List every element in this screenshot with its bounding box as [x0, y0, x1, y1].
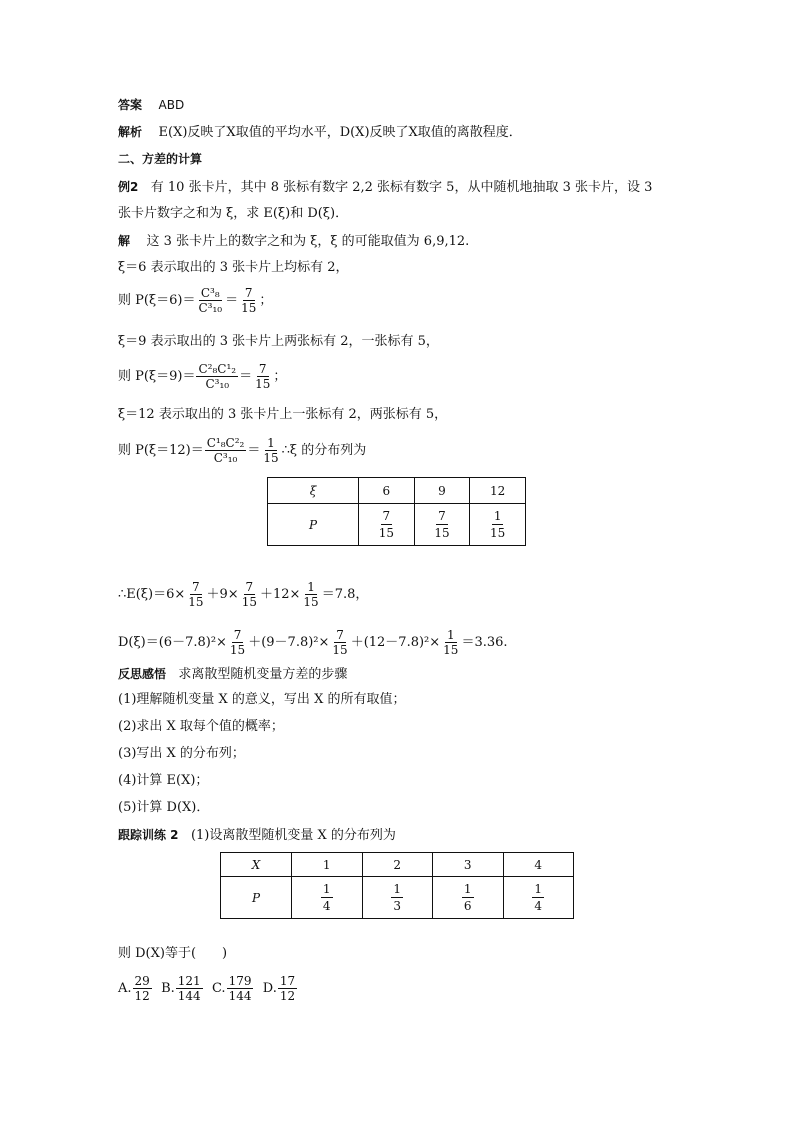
table-row — [268, 504, 526, 546]
case9-rden: 15 — [255, 377, 271, 391]
table-cell — [414, 504, 470, 546]
case9-result — [253, 362, 272, 391]
section-title: 二、方差的计算 — [118, 152, 203, 166]
case12-prob — [118, 436, 366, 465]
case12-desc: ξ＝12 表示取出的 3 张卡片上一张标有 2，两张标有 5， — [118, 407, 448, 422]
reflection-step: (4)计算 E(X)； — [118, 773, 209, 788]
frac-den: 15 — [490, 526, 506, 540]
example-text-1: 有 10 张卡片，其中 8 张标有数字 2,2 张标有数字 5，从中随机地抽取 3 张卡片，设 3 — [150, 180, 653, 195]
frac-num: 7 — [438, 509, 446, 523]
case12-frac — [205, 436, 247, 465]
frac-den: 15 — [229, 643, 246, 657]
case6-eq: ＝ — [225, 293, 239, 308]
fraction — [391, 881, 403, 914]
option-letter: D. — [262, 981, 277, 996]
var-frac-3 — [441, 628, 460, 657]
case6-tail: ； — [259, 293, 273, 308]
question-line: 则 D(X)等于( ) — [118, 946, 228, 961]
fraction — [377, 508, 396, 541]
distribution-table-xi — [267, 477, 526, 546]
analysis-label: 解析 — [118, 125, 143, 139]
option-letter: A. — [118, 981, 132, 996]
analysis-line — [118, 123, 522, 142]
frac-den: 4 — [322, 899, 331, 913]
exp-frac-3 — [301, 580, 320, 609]
frac-num: 7 — [233, 628, 242, 642]
expectation-line — [118, 580, 368, 609]
frac-num: 1 — [393, 882, 402, 896]
frac-num: 7 — [192, 580, 200, 594]
table-cell: 2 — [362, 853, 433, 877]
table-cell: P — [221, 877, 292, 919]
var-lead: D(ξ)＝(6－7.8)²× — [118, 635, 227, 650]
option-letter: C. — [211, 981, 226, 996]
exp-lead: ∴E(ξ)＝6× — [118, 587, 186, 602]
frac-num: 179 — [228, 974, 252, 988]
answer-line — [118, 96, 184, 115]
option-frac — [176, 974, 203, 1003]
var-mid-1: ＋(9－7.8)²× — [248, 635, 330, 650]
frac-num: 1 — [463, 882, 472, 896]
table-cell: X — [221, 853, 292, 877]
frac-num: 1 — [493, 509, 502, 523]
options-line — [118, 974, 298, 1003]
table-cell — [359, 504, 415, 546]
fraction — [432, 508, 451, 541]
training-line — [118, 826, 396, 845]
case9-eq: ＝ — [239, 369, 253, 384]
frac-den: 12 — [279, 989, 296, 1003]
frac-den: 3 — [393, 899, 402, 913]
frac-den: 15 — [443, 643, 459, 657]
frac-den: 15 — [332, 643, 348, 657]
exp-mid-2: ＋12× — [259, 587, 301, 602]
frac-den: 15 — [303, 595, 319, 609]
table-cell: 4 — [503, 853, 574, 877]
var-tail: ＝3.36. — [461, 635, 508, 650]
case9-rnum: 7 — [258, 362, 267, 376]
case9-frac — [196, 362, 238, 391]
case12-rnum: 1 — [267, 436, 275, 450]
training-text: (1)设离散型随机变量 X 的分布列为 — [190, 828, 396, 843]
solution-text-1: 这 3 张卡片上的数字之和为 ξ，ξ 的可能取值为 6,9,12. — [146, 234, 470, 249]
answer-label: 答案 — [118, 98, 143, 112]
solution-label: 解 — [118, 234, 131, 248]
frac-num: 7 — [336, 628, 344, 642]
var-mid-2: ＋(12－7.8)²× — [350, 635, 441, 650]
option-a[interactable] — [118, 974, 153, 1003]
option-frac — [227, 974, 254, 1003]
option-c[interactable] — [211, 974, 255, 1003]
analysis-text: E(X)反映了X取值的平均水平，D(X)反映了X取值的离散程度． — [158, 125, 522, 140]
frac-num: 29 — [134, 974, 150, 988]
frac-den: 15 — [378, 526, 394, 540]
case6-prob — [118, 286, 272, 315]
frac-den: 15 — [241, 595, 257, 609]
frac-den: 144 — [228, 989, 252, 1003]
table-cell: 3 — [433, 853, 504, 877]
example-line-1 — [118, 178, 652, 197]
table-cell — [292, 877, 363, 919]
table-cell — [503, 877, 574, 919]
case6-frac — [196, 286, 224, 315]
frac-num: 7 — [382, 509, 391, 523]
case6-rnum: 7 — [244, 286, 253, 300]
case9-num: C²₈C¹₂ — [198, 362, 237, 376]
case9-lead: 则 P(ξ＝9)＝ — [118, 369, 196, 384]
table-cell — [470, 504, 526, 546]
case12-num: C¹₈C²₂ — [206, 436, 245, 450]
table-cell: 12 — [470, 478, 526, 504]
exp-mid-1: ＋9× — [206, 587, 239, 602]
reflection-step: (1)理解随机变量 X 的意义，写出 X 的所有取值； — [118, 692, 406, 707]
frac-den: 15 — [434, 526, 450, 540]
fraction — [488, 508, 507, 541]
case6-den: C³₁₀ — [198, 301, 223, 315]
table-row — [221, 877, 574, 919]
option-frac — [133, 974, 152, 1003]
table-cell: 9 — [414, 478, 470, 504]
example-line-2: 张卡片数字之和为 ξ，求 E(ξ)和 D(ξ)． — [118, 206, 349, 221]
table-cell — [362, 877, 433, 919]
exp-tail: ＝7.8， — [321, 587, 369, 602]
case9-desc: ξ＝9 表示取出的 3 张卡片上两张标有 2，一张标有 5， — [118, 334, 439, 349]
case6-result — [239, 286, 258, 315]
frac-num: 1 — [307, 580, 315, 594]
reflection-header — [118, 665, 347, 684]
table-cell: 6 — [359, 478, 415, 504]
case6-rden: 15 — [241, 301, 257, 315]
case9-prob — [118, 362, 286, 391]
variance-line — [118, 628, 508, 657]
exp-frac-1 — [186, 580, 205, 609]
case6-num: C³₈ — [200, 286, 220, 300]
frac-den: 4 — [534, 899, 543, 913]
fraction — [462, 881, 474, 914]
case9-den: C³₁₀ — [205, 377, 230, 391]
frac-den: 144 — [177, 989, 201, 1003]
reflection-step: (3)写出 X 的分布列； — [118, 746, 245, 761]
table-cell: 1 — [292, 853, 363, 877]
frac-num: 1 — [446, 628, 455, 642]
frac-den: 15 — [188, 595, 204, 609]
case12-eq: ＝ — [247, 443, 261, 458]
distribution-table-x — [220, 852, 574, 919]
table-cell — [433, 877, 504, 919]
case12-den: C³₁₀ — [213, 451, 238, 465]
reflection-title: 求离散型随机变量方差的步骤 — [178, 667, 348, 682]
table-cell: P — [268, 504, 359, 546]
case12-lead: 则 P(ξ＝12)＝ — [118, 443, 204, 458]
training-label: 跟踪训练 2 — [118, 828, 179, 842]
var-frac-2 — [330, 628, 349, 657]
reflection-label: 反思感悟 — [118, 667, 167, 681]
table-cell: ξ — [268, 478, 359, 504]
exp-frac-2 — [240, 580, 259, 609]
frac-num: 1 — [322, 882, 331, 896]
case9-tail: ； — [273, 369, 287, 384]
solution-line-1 — [118, 232, 469, 251]
frac-den: 6 — [463, 899, 472, 913]
table-header-row — [221, 853, 574, 877]
answer-value: ABD — [158, 98, 185, 112]
frac-den: 12 — [134, 989, 150, 1003]
frac-num: 121 — [177, 974, 201, 988]
case12-rden: 15 — [263, 451, 279, 465]
option-b[interactable] — [161, 974, 204, 1003]
case12-tail: ∴ξ 的分布列为 — [281, 443, 367, 458]
case6-desc: ξ＝6 表示取出的 3 张卡片上均标有 2， — [118, 260, 349, 275]
option-letter: B. — [161, 981, 175, 996]
var-frac-1 — [228, 628, 247, 657]
frac-num: 1 — [534, 882, 543, 896]
reflection-step: (5)计算 D(X)． — [118, 800, 210, 815]
table-header-row — [268, 478, 526, 504]
fraction — [321, 881, 333, 914]
frac-num: 7 — [245, 580, 254, 594]
case6-lead: 则 P(ξ＝6)＝ — [118, 293, 196, 308]
option-d[interactable] — [262, 974, 298, 1003]
frac-num: 17 — [279, 974, 296, 988]
reflection-step: (2)求出 X 取每个值的概率； — [118, 719, 284, 734]
case12-result — [261, 436, 280, 465]
option-frac — [278, 974, 297, 1003]
example-label: 例2 — [118, 180, 139, 194]
fraction — [532, 881, 544, 914]
